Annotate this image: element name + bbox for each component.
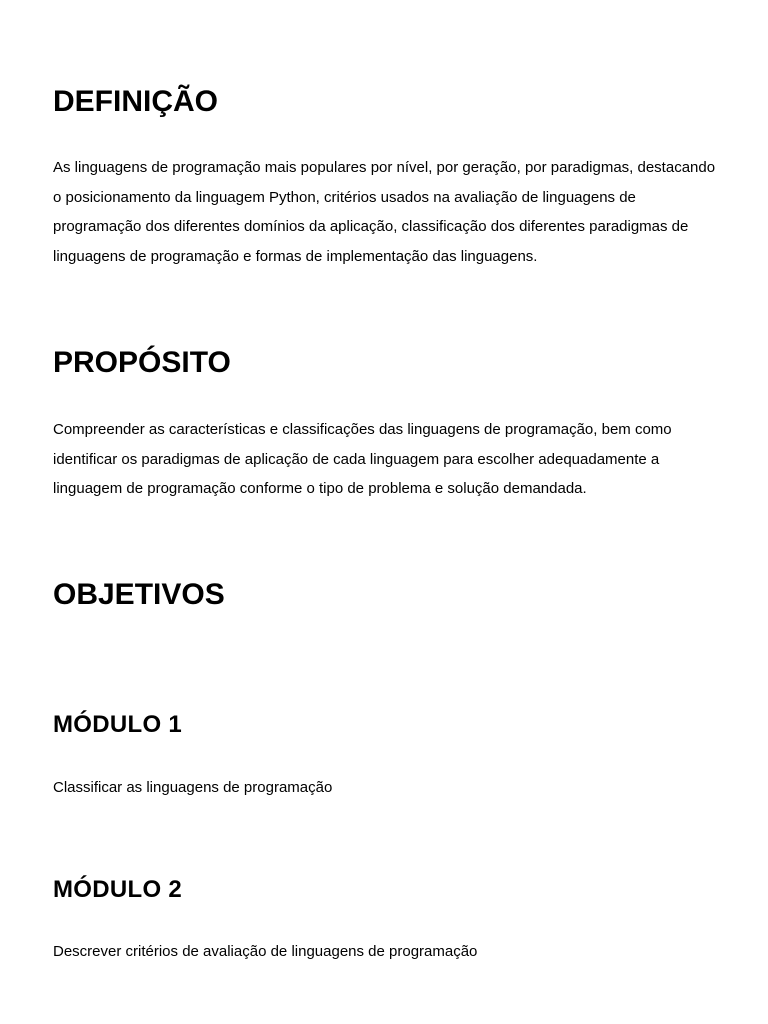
paragraph-definicao: As linguagens de programação mais populares por nível, por geração, por paradigmas, destacando o posicionamento da linguagem Python, critérios usados na avaliação de linguagens de programação dos diferentes domínios da aplicação, classificação dos diferentes paradigmas de linguagens de programação e formas de implementação das linguagens. bbox=[53, 159, 716, 265]
heading-proposito: PROPÓSITO bbox=[53, 346, 231, 379]
heading-modulo-2: MÓDULO 2 bbox=[53, 876, 183, 903]
heading-definicao: DEFINIÇÃO bbox=[53, 85, 218, 118]
paragraph-modulo-2: Descrever critérios de avaliação de linguagens de programação bbox=[53, 943, 478, 960]
heading-objetivos: OBJETIVOS bbox=[53, 578, 225, 611]
paragraph-proposito: Compreender as características e classificações das linguagens de programação, bem como identificar os paradigmas de aplicação de cada linguagem para escolher adequadamente a linguagem de programação conforme o tipo de problema e solução demandada. bbox=[53, 421, 672, 497]
paragraph-modulo-1: Classificar as linguagens de programação bbox=[53, 779, 333, 796]
heading-modulo-1: MÓDULO 1 bbox=[53, 711, 183, 738]
